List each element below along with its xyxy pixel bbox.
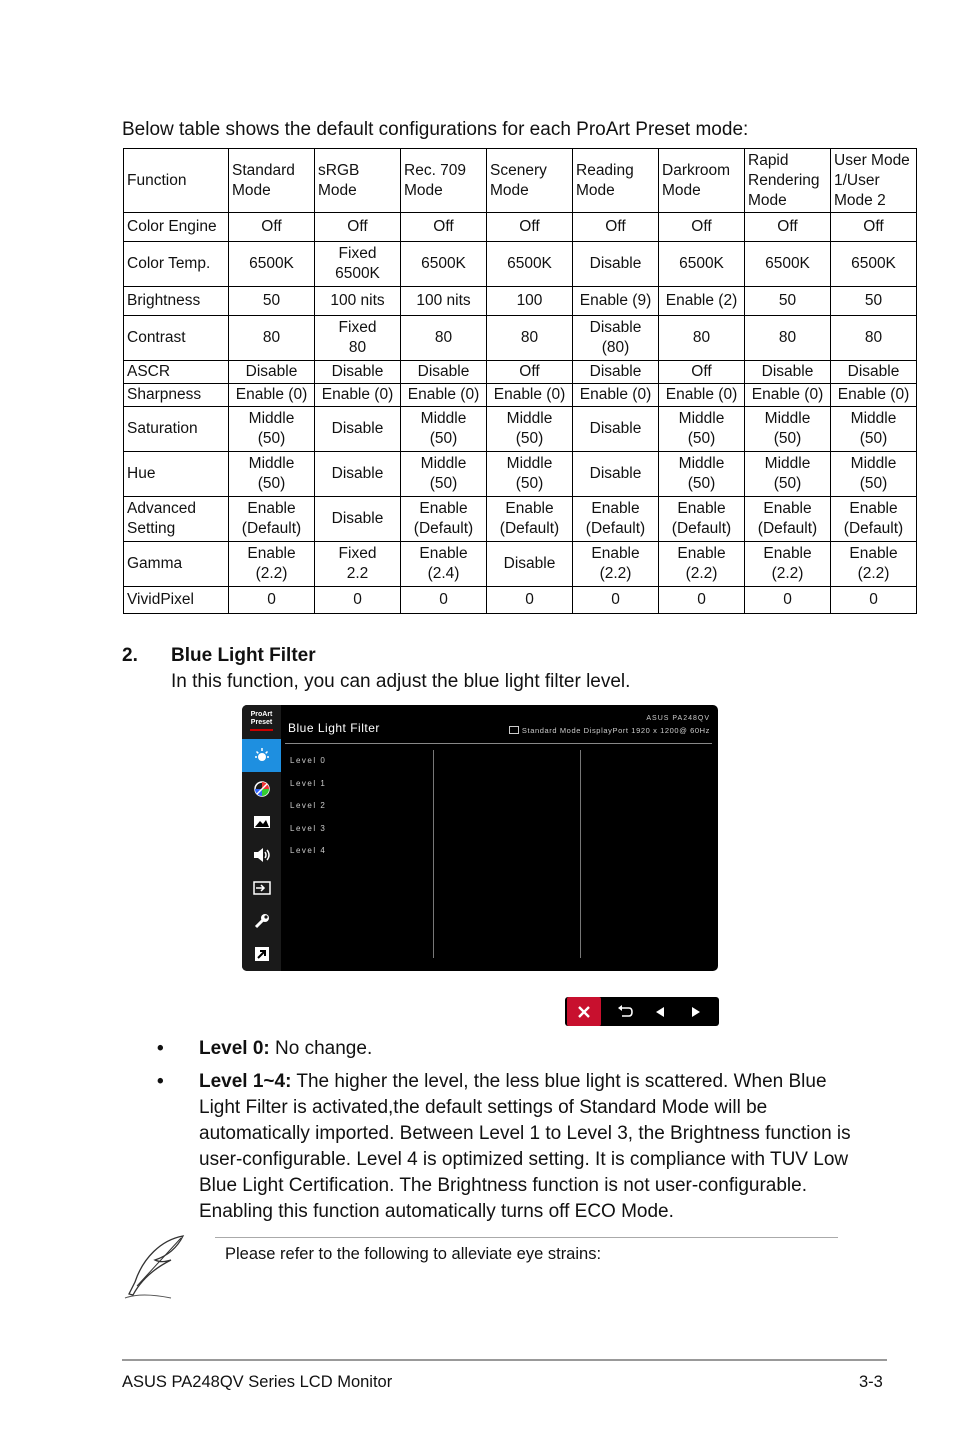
- table-cell: Enable (2.4): [401, 542, 487, 587]
- image-icon[interactable]: [242, 805, 281, 838]
- table-cell: 0: [659, 587, 745, 614]
- table-cell: Off: [659, 361, 745, 384]
- table-cell: Enable (0): [831, 384, 917, 407]
- table-cell: Disable: [831, 361, 917, 384]
- table-cell: Middle (50): [659, 407, 745, 452]
- table-cell: Enable (2.2): [831, 542, 917, 587]
- table-cell: Middle (50): [229, 452, 315, 497]
- table-cell: Disable: [315, 407, 401, 452]
- table-header-cell: sRGB Mode: [315, 149, 401, 213]
- table-cell: 0: [315, 587, 401, 614]
- table-cell: Middle (50): [745, 407, 831, 452]
- table-cell: Fixed 2.2: [315, 542, 401, 587]
- table-cell: 50: [229, 287, 315, 316]
- table-row: [124, 316, 917, 361]
- table-cell: Enable (2.2): [745, 542, 831, 587]
- bullet-text: No change.: [269, 1038, 373, 1059]
- table-cell: Fixed 6500K: [315, 242, 401, 287]
- table-header-cell: Rapid Rendering Mode: [745, 149, 831, 213]
- table-cell: Enable (2.2): [573, 542, 659, 587]
- right-arrow-icon[interactable]: [679, 997, 713, 1026]
- table-cell: Enable (9): [573, 287, 659, 316]
- table-cell: Enable (Default): [229, 497, 315, 542]
- osd-sidebar: [242, 705, 281, 971]
- table-cell: 0: [573, 587, 659, 614]
- sound-icon[interactable]: [242, 838, 281, 871]
- bullet-mark: •: [157, 1038, 164, 1059]
- table-cell: Enable (0): [229, 384, 315, 407]
- note-feather-icon: [121, 1232, 191, 1302]
- row-label-cell: Gamma: [124, 542, 229, 587]
- row-label-cell: Contrast: [124, 316, 229, 361]
- table-cell: Fixed 80: [315, 316, 401, 361]
- section-title: Blue Light Filter: [171, 645, 316, 666]
- input-icon[interactable]: [242, 871, 281, 904]
- table-cell: 50: [831, 287, 917, 316]
- table-cell: Enable (0): [401, 384, 487, 407]
- proart-logo: [246, 711, 277, 733]
- table-cell: 100: [487, 287, 573, 316]
- table-cell: Disable: [745, 361, 831, 384]
- osd-model: ASUS PA248QV: [646, 715, 710, 722]
- table-cell: 80: [659, 316, 745, 361]
- bullet-label: Level 1~4:: [199, 1071, 292, 1092]
- bullet-text: The higher the level, the less blue light is scattered. When Blue Light Filter is activated,the default settings of Standard Mode will be automatically imported. Between Level 1 to Level 3, the Brightness function is user-configurable. Level 4 is optimized setting. It is compliance with TUV Low Blue Light Certification. The Brightness function is not user-configurable. Enabling this function automatically turns off ECO Mode.: [199, 1071, 851, 1222]
- osd-column-divider: [580, 750, 581, 958]
- table-row: [124, 242, 917, 287]
- table-cell: Middle (50): [745, 452, 831, 497]
- table-cell: 0: [745, 587, 831, 614]
- osd-divider: [285, 743, 712, 744]
- table-row: [124, 384, 917, 407]
- table-row: [124, 542, 917, 587]
- table-cell: Middle (50): [229, 407, 315, 452]
- table-row: [124, 287, 917, 316]
- table-header-cell: Scenery Mode: [487, 149, 573, 213]
- row-label-cell: ASCR: [124, 361, 229, 384]
- table-row: [124, 213, 917, 242]
- osd-title: Blue Light Filter: [288, 721, 380, 735]
- row-label-cell: Color Engine: [124, 213, 229, 242]
- color-icon[interactable]: [242, 772, 281, 805]
- blue-light-icon[interactable]: [242, 739, 281, 772]
- table-cell: 80: [745, 316, 831, 361]
- table-cell: Disable: [229, 361, 315, 384]
- table-header-cell: Darkroom Mode: [659, 149, 745, 213]
- section-description: In this function, you can adjust the blue light filter level.: [171, 671, 631, 692]
- preset-config-table: [123, 148, 917, 614]
- table-cell: Enable (0): [487, 384, 573, 407]
- bullet-mark: •: [157, 1071, 164, 1092]
- table-cell: Middle (50): [401, 407, 487, 452]
- table-cell: Disable (80): [573, 316, 659, 361]
- table-cell: 6500K: [487, 242, 573, 287]
- osd-level-4[interactable]: Level 4: [290, 846, 327, 855]
- logo-line1: ProArt: [250, 711, 273, 718]
- row-label-cell: VividPixel: [124, 587, 229, 614]
- table-cell: 50: [745, 287, 831, 316]
- row-label-cell: Sharpness: [124, 384, 229, 407]
- table-cell: Off: [573, 213, 659, 242]
- table-row: [124, 452, 917, 497]
- table-cell: 6500K: [229, 242, 315, 287]
- logo-line2: Preset: [250, 719, 273, 726]
- row-label-cell: Hue: [124, 452, 229, 497]
- table-cell: 80: [401, 316, 487, 361]
- table-cell: Middle (50): [831, 452, 917, 497]
- osd-nav-bar: [565, 997, 719, 1026]
- table-cell: Middle (50): [659, 452, 745, 497]
- osd-level-1[interactable]: Level 1: [290, 779, 327, 788]
- close-icon[interactable]: [567, 997, 601, 1026]
- table-cell: Off: [745, 213, 831, 242]
- table-cell: Enable (2.2): [229, 542, 315, 587]
- table-cell: 100 nits: [401, 287, 487, 316]
- table-cell: Disable: [573, 242, 659, 287]
- table-cell: Disable: [315, 452, 401, 497]
- table-cell: Middle (50): [831, 407, 917, 452]
- table-cell: Enable (Default): [659, 497, 745, 542]
- table-cell: Disable: [573, 407, 659, 452]
- table-cell: Disable: [401, 361, 487, 384]
- section-number: 2.: [122, 645, 138, 666]
- left-arrow-icon[interactable]: [643, 997, 677, 1026]
- table-cell: Off: [831, 213, 917, 242]
- table-cell: Middle (50): [487, 452, 573, 497]
- table-cell: Enable (Default): [487, 497, 573, 542]
- note-text: Please refer to the following to alleviate eye strains:: [225, 1245, 602, 1263]
- table-header-row: [124, 149, 917, 213]
- settings-icon[interactable]: [242, 904, 281, 937]
- table-cell: Disable: [573, 452, 659, 497]
- table-cell: 0: [487, 587, 573, 614]
- table-cell: Disable: [315, 361, 401, 384]
- footer-divider: [122, 1359, 887, 1361]
- table-header-cell: Rec. 709 Mode: [401, 149, 487, 213]
- table-row: [124, 407, 917, 452]
- table-cell: Disable: [487, 542, 573, 587]
- osd-info-text: Standard Mode DisplayPort 1920 x 1200@ 60Hz: [521, 726, 710, 735]
- table-cell: Enable (2.2): [659, 542, 745, 587]
- table-header-cell: Standard Mode: [229, 149, 315, 213]
- back-icon[interactable]: [608, 997, 642, 1026]
- intro-text: Below table shows the default configurations for each ProArt Preset mode:: [122, 119, 749, 140]
- table-row: [124, 587, 917, 614]
- table-cell: 6500K: [401, 242, 487, 287]
- table-cell: Off: [659, 213, 745, 242]
- row-label-cell: Brightness: [124, 287, 229, 316]
- page-number: 3-3: [859, 1373, 883, 1391]
- table-cell: 100 nits: [315, 287, 401, 316]
- table-cell: Off: [487, 213, 573, 242]
- table-row: [124, 497, 917, 542]
- table-cell: Enable (Default): [401, 497, 487, 542]
- table-header-cell: Reading Mode: [573, 149, 659, 213]
- table-cell: Middle (50): [401, 452, 487, 497]
- bullet-label: Level 0:: [199, 1038, 270, 1059]
- table-header-cell: Function: [124, 149, 229, 213]
- table-cell: Enable (0): [573, 384, 659, 407]
- table-cell: Disable: [573, 361, 659, 384]
- table-cell: 0: [229, 587, 315, 614]
- note-divider: [215, 1237, 838, 1238]
- row-label-cell: Color Temp.: [124, 242, 229, 287]
- table-cell: Enable (Default): [831, 497, 917, 542]
- table-row: [124, 361, 917, 384]
- table-cell: Enable (2): [659, 287, 745, 316]
- table-cell: 6500K: [745, 242, 831, 287]
- table-cell: 80: [487, 316, 573, 361]
- shortcut-icon[interactable]: [242, 937, 281, 970]
- row-label-cell: Advanced Setting: [124, 497, 229, 542]
- table-cell: Middle (50): [487, 407, 573, 452]
- table-cell: Enable (0): [745, 384, 831, 407]
- monitor-icon: [509, 726, 519, 734]
- table-cell: Enable (Default): [745, 497, 831, 542]
- table-cell: Off: [229, 213, 315, 242]
- footer-title: ASUS PA248QV Series LCD Monitor: [122, 1373, 393, 1391]
- osd-level-0[interactable]: Level 0: [290, 756, 327, 765]
- table-cell: Enable (0): [315, 384, 401, 407]
- table-cell: Off: [401, 213, 487, 242]
- table-cell: 6500K: [659, 242, 745, 287]
- table-cell: Disable: [315, 497, 401, 542]
- osd-level-3[interactable]: Level 3: [290, 824, 327, 833]
- row-label-cell: Saturation: [124, 407, 229, 452]
- osd-menu: [242, 705, 718, 971]
- table-cell: Off: [487, 361, 573, 384]
- osd-column-divider: [433, 750, 434, 958]
- table-cell: Off: [315, 213, 401, 242]
- table-cell: 6500K: [831, 242, 917, 287]
- osd-level-2[interactable]: Level 2: [290, 801, 327, 810]
- table-cell: Enable (0): [659, 384, 745, 407]
- table-cell: 80: [229, 316, 315, 361]
- table-cell: 80: [831, 316, 917, 361]
- osd-status-info: [509, 726, 710, 735]
- table-cell: 0: [831, 587, 917, 614]
- table-cell: 0: [401, 587, 487, 614]
- table-header-cell: User Mode 1/User Mode 2: [831, 149, 917, 213]
- table-cell: Enable (Default): [573, 497, 659, 542]
